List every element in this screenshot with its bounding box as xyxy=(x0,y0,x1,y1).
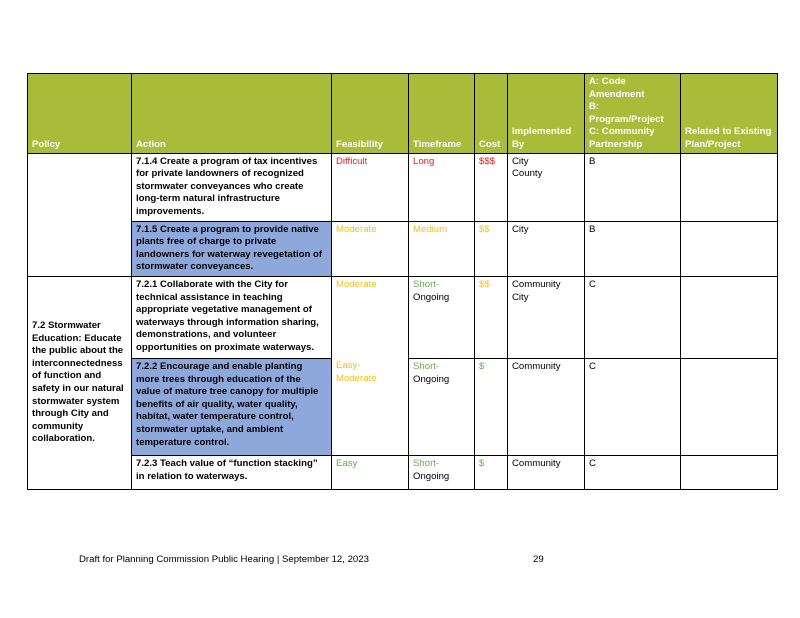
cost-cell: $ xyxy=(475,455,508,489)
feasibility-cell: Difficult xyxy=(332,153,409,221)
timeframe-cell: Short- Ongoing xyxy=(409,358,475,455)
implemented-by-cell: Community xyxy=(508,358,585,455)
category-cell: C xyxy=(585,455,681,489)
related-cell xyxy=(681,153,778,221)
related-cell xyxy=(681,221,778,276)
timeframe-cell: Medium xyxy=(409,221,475,276)
cost-cell: $$$ xyxy=(475,153,508,221)
feasibility-cell: Easy xyxy=(332,455,409,489)
cost-cell: $$ xyxy=(475,276,508,358)
implemented-by-cell: Community City xyxy=(508,276,585,358)
related-cell xyxy=(681,276,778,358)
header-row xyxy=(28,74,778,154)
cost-cell: $$ xyxy=(475,221,508,276)
policy-cell: 7.2 Stormwater Education: Educate the public about the interconnectedness of function and safety in our natural stormwater system through City and community collaboration. xyxy=(28,276,132,489)
action-cell: 7.2.3 Teach value of “function stacking” in relation to waterways. xyxy=(132,455,332,489)
table-row xyxy=(28,221,778,276)
related-cell xyxy=(681,455,778,489)
implemented-by-cell: City County xyxy=(508,153,585,221)
table-row xyxy=(28,153,778,221)
header-category: A: Code Amendment B: Program/Project C: Community Partnership xyxy=(585,74,681,154)
table-row xyxy=(28,455,778,489)
category-cell: B xyxy=(585,153,681,221)
table-row xyxy=(28,276,778,358)
action-cell: 7.1.4 Create a program of tax incentives for private landowners of recognized stormwater conveyances who create long-term natural infrastructure improvements. xyxy=(132,153,332,221)
category-cell: C xyxy=(585,276,681,358)
implemented-by-cell: Community xyxy=(508,455,585,489)
category-cell: C xyxy=(585,358,681,455)
header-action: Action xyxy=(132,74,332,154)
feasibility-value: Easy- Moderate xyxy=(336,359,377,384)
footer-text: Draft for Planning Commission Public Hearing | September 12, 2023 xyxy=(79,554,369,565)
policy-cell-empty xyxy=(28,153,132,276)
page-number: 29 xyxy=(533,554,544,565)
action-cell: 7.2.1 Collaborate with the City for technical assistance in teaching appropriate vegetative management of waterways through information sharing, demonstrations, and volunteer opportunities on proximate waterways. xyxy=(132,276,332,358)
action-cell-highlighted: 7.2.2 Encourage and enable planting more trees through education of the value of mature tree canopy for multiple benefits of air quality, water quality, habitat, water temperature control, stormwater uptake, and ambient temperature control. xyxy=(132,358,332,455)
feasibility-cell-merged xyxy=(332,276,409,455)
timeframe-cell: Short- Ongoing xyxy=(409,276,475,358)
action-cell-highlighted: 7.1.5 Create a program to provide native plants free of charge to private landowners for waterway revegetation of stormwater conveyances. xyxy=(132,221,332,276)
cost-cell: $ xyxy=(475,358,508,455)
feasibility-cell: Moderate xyxy=(332,221,409,276)
header-feasibility: Feasibility xyxy=(332,74,409,154)
category-cell: B xyxy=(585,221,681,276)
header-policy: Policy xyxy=(28,74,132,154)
feasibility-value: Moderate xyxy=(336,278,377,290)
header-implemented-by: Implemented By xyxy=(508,74,585,154)
header-timeframe: Timeframe xyxy=(409,74,475,154)
policy-action-table xyxy=(27,73,778,490)
related-cell xyxy=(681,358,778,455)
header-cost: Cost xyxy=(475,74,508,154)
timeframe-cell: Long xyxy=(409,153,475,221)
implemented-by-cell: City xyxy=(508,221,585,276)
header-related: Related to Existing Plan/Project xyxy=(681,74,778,154)
timeframe-cell: Short- Ongoing xyxy=(409,455,475,489)
